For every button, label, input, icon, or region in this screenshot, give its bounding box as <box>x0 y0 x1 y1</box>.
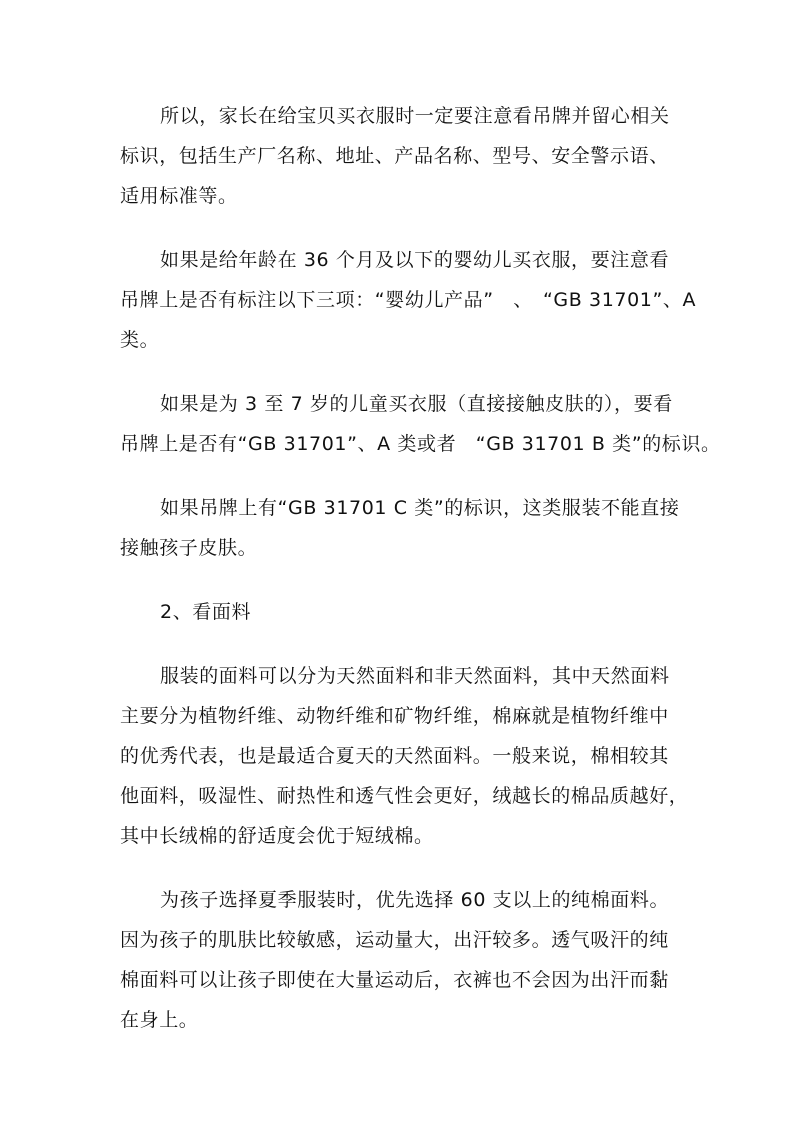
paragraph-line: 吊牌上是否有标注以下三项：“婴幼儿产品” 、 “GB 31701”、A <box>120 289 697 311</box>
paragraph-line: 棉面料可以让孩子即使在大量运动后，衣裤也不会因为出汗而黏 <box>120 969 669 991</box>
paragraph-line: 为孩子选择夏季服装时，优先选择 60 支以上的纯棉面料。 <box>160 889 670 911</box>
paragraph-line: 其中长绒棉的舒适度会优于短绒棉。 <box>120 825 434 847</box>
paragraph-line: 所以，家长在给宝贝买衣服时一定要注意看吊牌并留心相关 <box>160 105 670 127</box>
section-heading-fabric <box>120 592 680 632</box>
paragraph-line: 标识，包括生产厂名称、地址、产品名称、型号、安全警示语、 <box>120 145 669 167</box>
paragraph-line: 因为孩子的肌肤比较敏感，运动量大，出汗较多。透气吸汗的纯 <box>120 929 669 951</box>
paragraph-fabric-types <box>120 656 689 856</box>
paragraph-line: 服装的面料可以分为天然面料和非天然面料，其中天然面料 <box>160 665 670 687</box>
paragraph-class-c-warning <box>120 488 680 568</box>
paragraph-line: 吊牌上是否有“GB 31701”、A 类或者 “GB 31701 B 类”的标识。 <box>120 433 721 455</box>
paragraph-child-clothing <box>120 384 721 464</box>
paragraph-line: 如果是给年龄在 36 个月及以下的婴幼儿买衣服，要注意看 <box>160 249 670 271</box>
paragraph-line: 在身上。 <box>120 1009 199 1031</box>
paragraph-line: 如果是为 3 至 7 岁的儿童买衣服（直接接触皮肤的），要看 <box>160 393 673 415</box>
paragraph-label-advice <box>120 96 680 216</box>
section-heading-text: 2、看面料 <box>160 601 252 623</box>
paragraph-line: 类。 <box>120 329 160 351</box>
paragraph-line: 主要分为植物纤维、动物纤维和矿物纤维，棉麻就是植物纤维中 <box>120 705 669 727</box>
paragraph-line: 接触孩子皮肤。 <box>120 537 258 559</box>
paragraph-line: 他面料，吸湿性、耐热性和透气性会更好，绒越长的棉品质越好， <box>120 785 689 807</box>
paragraph-line: 适用标准等。 <box>120 185 238 207</box>
document-body <box>120 96 721 1064</box>
paragraph-line: 如果吊牌上有“GB 31701 C 类”的标识，这类服装不能直接 <box>160 497 680 519</box>
paragraph-summer-cotton <box>120 880 680 1040</box>
paragraph-infant-clothing <box>120 240 697 360</box>
paragraph-line: 的优秀代表，也是最适合夏天的天然面料。一般来说，棉相较其 <box>120 745 669 767</box>
